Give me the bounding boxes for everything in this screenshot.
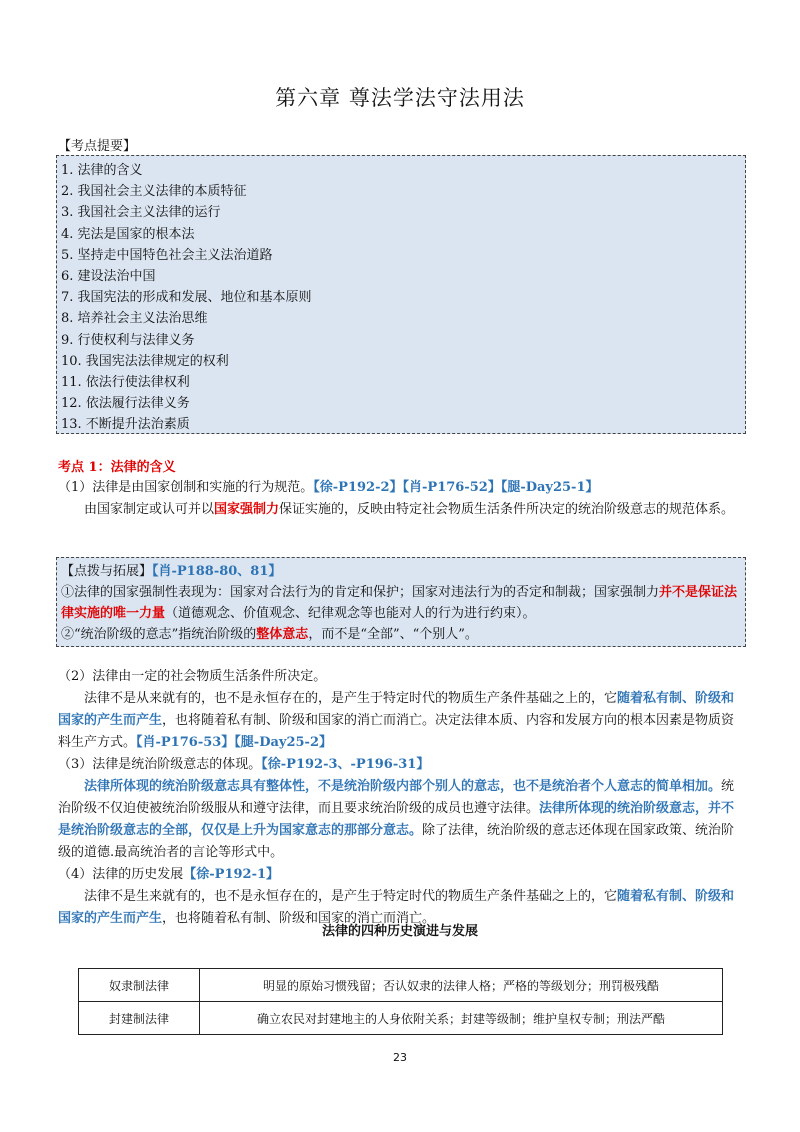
subheading-3: [58, 754, 746, 776]
highlight-text: 法律所体现的统治阶级意志具有整体性，不是统治阶级内部个别人的意志，也不是统治者个人意志的简单相加。: [84, 779, 722, 794]
list-item: 9. 行使权利与法律义务: [61, 332, 195, 348]
tips-label: 【点拨与拓展】: [61, 564, 153, 579]
paragraph-text: 法律不是生来就有的，也不是永恒存在的，是产生于特定时代的物质生产条件基础之上的，它: [84, 889, 618, 904]
table-cell: 确立农民对封建地主的人身依附关系；封建等级制；维护皇权专制；刑法严酷: [200, 1002, 723, 1035]
paragraph-text: 除了法律，统治阶级的意志还体现在国家政策、统治阶级的道德.最高统治者的言论等形式中。: [58, 823, 735, 860]
reference: 【徐-P192-3、-P196-31】: [261, 757, 430, 772]
list-item: 3. 我国社会主义法律的运行: [61, 205, 221, 221]
list-item: 6. 建设法治中国: [61, 268, 156, 284]
tips-box: [56, 557, 746, 647]
paragraph-text: ，也将随着私有制、阶级和国家的消亡而消亡。决定法律本质、内容和发展方向的根本因素是物质资料生产方式。: [58, 713, 735, 750]
list-item: 2. 我国社会主义法律的本质特征: [61, 184, 247, 200]
tips-line-2: [61, 624, 745, 645]
list-item: 5. 坚持走中国特色社会主义法治道路: [61, 247, 273, 263]
reference: 【肖-P176-53】【腿-Day25-2】: [136, 735, 332, 750]
highlight-text: 随着私有制、阶级和国家的产生而产生: [58, 889, 735, 926]
highlight-text: 随着私有制、阶级和国家的产生而产生: [58, 691, 735, 728]
tips-text: ①法律的国家强制性表现为：国家对合法行为的肯定和保护；国家对违法行为的否定和制裁；国家强制力: [61, 585, 660, 600]
reference: 【徐-P192-2】【肖-P176-52】【腿-Day25-1】: [313, 480, 599, 495]
list-item: 4. 宪法是国家的根本法: [61, 226, 195, 242]
paragraph-3: [58, 688, 746, 754]
paragraph-text: （3）法律是统治阶级意志的体现。: [58, 757, 262, 772]
section-heading: 考点 1：法律的含义: [58, 460, 176, 475]
page-title: 第六章 尊法学法守法用法: [275, 86, 525, 110]
highlight-text: 法律所体现的统治阶级意志，并不是统治阶级意志的全部，仅仅是上升为国家意志的那部分意志。: [58, 801, 735, 838]
reference: 【徐-P192-1】: [183, 867, 280, 882]
paragraph-2: [58, 499, 746, 521]
table-cell: 明显的原始习惯残留；否认奴隶的法律人格；严格的等级划分；刑罚极残酷: [200, 969, 723, 1002]
list-item: 12. 依法履行法律义务: [61, 396, 190, 412]
paragraph-1: [58, 477, 746, 499]
tips-text: ②“统治阶级的意志”指统治阶级的: [61, 627, 257, 642]
tips-header: [61, 561, 745, 582]
paragraph-text: 统治阶级不仅迫使被统治阶级服从和遵守法律，而且要求统治阶级的成员也遵守法律。: [58, 779, 735, 816]
table-row: [79, 969, 723, 1002]
list-item: 13. 不断提升法治素质: [61, 417, 190, 433]
list-item: 8. 培养社会主义法治思维: [61, 311, 208, 327]
paragraph-text: 法律不是从来就有的，也不是永恒存在的，是产生于特定时代的物质生产条件基础之上的，它: [84, 691, 618, 706]
list-item: 11. 依法行使法律权利: [61, 374, 190, 390]
tips-line-1: [61, 582, 745, 624]
subheading-2: （2）法律由一定的社会物质生活条件所决定。: [58, 669, 327, 684]
table-title: 法律的四种历史演进与发展: [321, 924, 478, 939]
highlight-text: 国家强制力: [214, 502, 280, 517]
list-item: 10. 我国宪法法律规定的权利: [61, 353, 229, 369]
paragraph-text: 由国家制定或认可并以: [84, 502, 215, 517]
table-cell: 奴隶制法律: [79, 969, 200, 1002]
page-number: 23: [393, 1051, 407, 1064]
reference: 【肖-P188-80、81】: [152, 564, 282, 579]
subheading-4: [58, 864, 746, 886]
history-table: [78, 968, 723, 1035]
table-cell: 封建制法律: [79, 1002, 200, 1035]
tips-text: ，而不是“全部”、“个别人”。: [308, 627, 478, 642]
paragraph-text: 保证实施的，反映由特定社会物质生活条件所决定的统治阶级意志的规范体系。: [279, 502, 735, 517]
key-points-label: 【考点提要】: [58, 139, 137, 154]
paragraph-text: （4）法律的历史发展: [58, 867, 184, 882]
highlight-text: 并不是保证法律实施的唯一力量: [61, 585, 738, 621]
table-row: [79, 1002, 723, 1035]
tips-text: （道德观念、价值观念、纪律观念等也能对人的行为进行约束）。: [165, 606, 536, 621]
key-points-box: [56, 155, 746, 434]
list-item: 1. 法律的含义: [61, 163, 143, 178]
list-item: 7. 我国宪法的形成和发展、地位和基本原则: [61, 290, 312, 306]
paragraph-text: （1）法律是由国家创制和实施的行为规范。: [58, 480, 314, 495]
paragraph-4: [58, 776, 746, 864]
highlight-text: 整体意志: [256, 627, 309, 642]
paragraph-text: ，也将随着私有制、阶级和国家的消亡而消亡。: [162, 911, 436, 926]
